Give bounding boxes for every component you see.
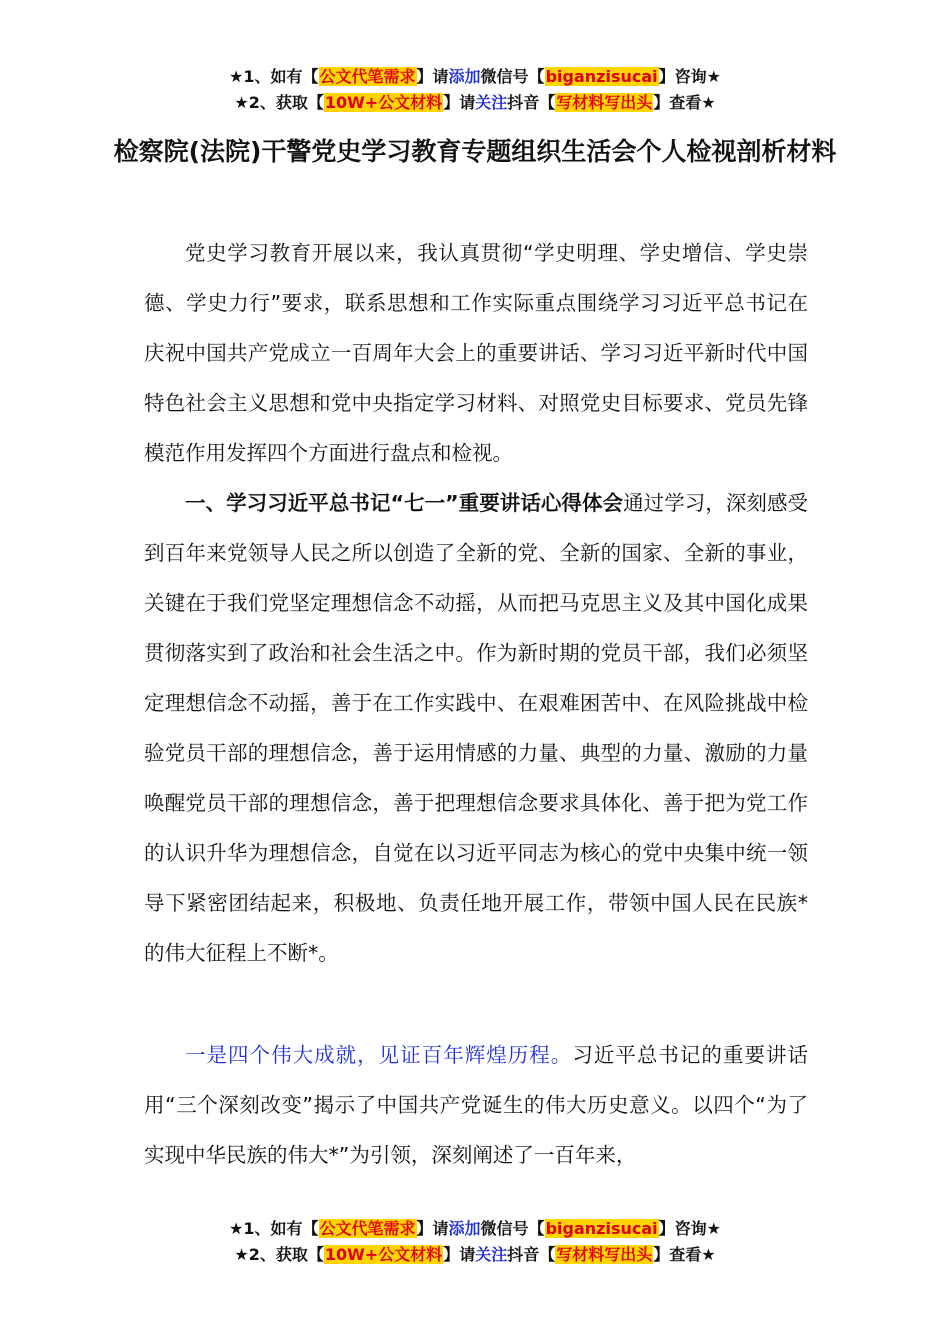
- highlight-wechat-id-bottom: biganzisucai: [545, 1219, 658, 1238]
- paragraph-subsection-1: [144, 1030, 808, 1180]
- promo-banner-top: [0, 64, 950, 116]
- highlight-ghostwriting-bottom: 公文代笔需求: [319, 1219, 416, 1238]
- highlight-douyin: 写材料写出头: [556, 93, 653, 112]
- promo-line-1-bottom: ★1、如有【公文代笔需求】请添加微信号【biganzisucai】咨询★: [229, 1219, 721, 1238]
- promo-banner-bottom: [0, 1216, 950, 1268]
- paragraph-section-1: [144, 478, 808, 978]
- highlight-materials: 10W+公文材料: [324, 93, 443, 112]
- subsection-heading-1: 一是四个伟大成就，见证百年辉煌历程。: [185, 1043, 573, 1067]
- paragraph-intro: [144, 228, 808, 478]
- promo-line-2-bottom: ★2、获取【10W+公文材料】请关注抖音【写材料写出头】查看★: [234, 1245, 716, 1264]
- highlight-ghostwriting: 公文代笔需求: [319, 67, 416, 86]
- promo-line-1: ★1、如有【公文代笔需求】请添加微信号【biganzisucai】咨询★: [229, 67, 721, 86]
- highlight-douyin-bottom: 写材料写出头: [556, 1245, 653, 1264]
- document-title: 检察院(法院)干警党史学习教育专题组织生活会个人检视剖析材料: [113, 137, 837, 166]
- highlight-wechat-id: biganzisucai: [545, 67, 658, 86]
- highlight-materials-bottom: 10W+公文材料: [324, 1245, 443, 1264]
- subsection-1-text: 习近平总书记的重要讲话用“三个深刻改变”揭示了中国共产党诞生的伟大历史意义。以四个“为了实现中华民族的伟大*”为引领，深刻阐述了一百年来，: [144, 1043, 809, 1167]
- section-heading-1: 一、学习习近平总书记“七一”重要讲话心得体会: [185, 491, 624, 515]
- section-1-text: 通过学习，深刻感受到百年来党领导人民之所以创造了全新的党、全新的国家、全新的事业，关键在于我们党坚定理想信念不动摇，从而把马克思主义及其中国化成果贯彻落实到了政治和社会生活之中。作为新时期的党员干部，我们必须坚定理想信念不动摇，善于在工作实践中、在艰难困苦中、在风险挑战中检验党员干部的理想信念，善于运用情感的力量、典型的力量、激励的力量唤醒党员干部的理想信念，善于把理想信念要求具体化、善于把为党工作的认识升华为理想信念，自觉在以习近平同志为核心的党中央集中统一领导下紧密团结起来，积极地、负责任地开展工作，带领中国人民在民族*的伟大征程上不断*。: [144, 491, 809, 965]
- promo-line-2: ★2、获取【10W+公文材料】请关注抖音【写材料写出头】查看★: [234, 93, 716, 112]
- paragraph-intro-text: 党史学习教育开展以来，我认真贯彻“学史明理、学史增信、学史崇德、学史力行”要求，联系思想和工作实际重点围绕学习习近平总书记在庆祝中国共产党成立一百周年大会上的重要讲话、学习习近平新时代中国特色社会主义思想和党中央指定学习材料、对照党史目标要求、党员先锋模范作用发挥四个方面进行盘点和检视。: [144, 241, 808, 465]
